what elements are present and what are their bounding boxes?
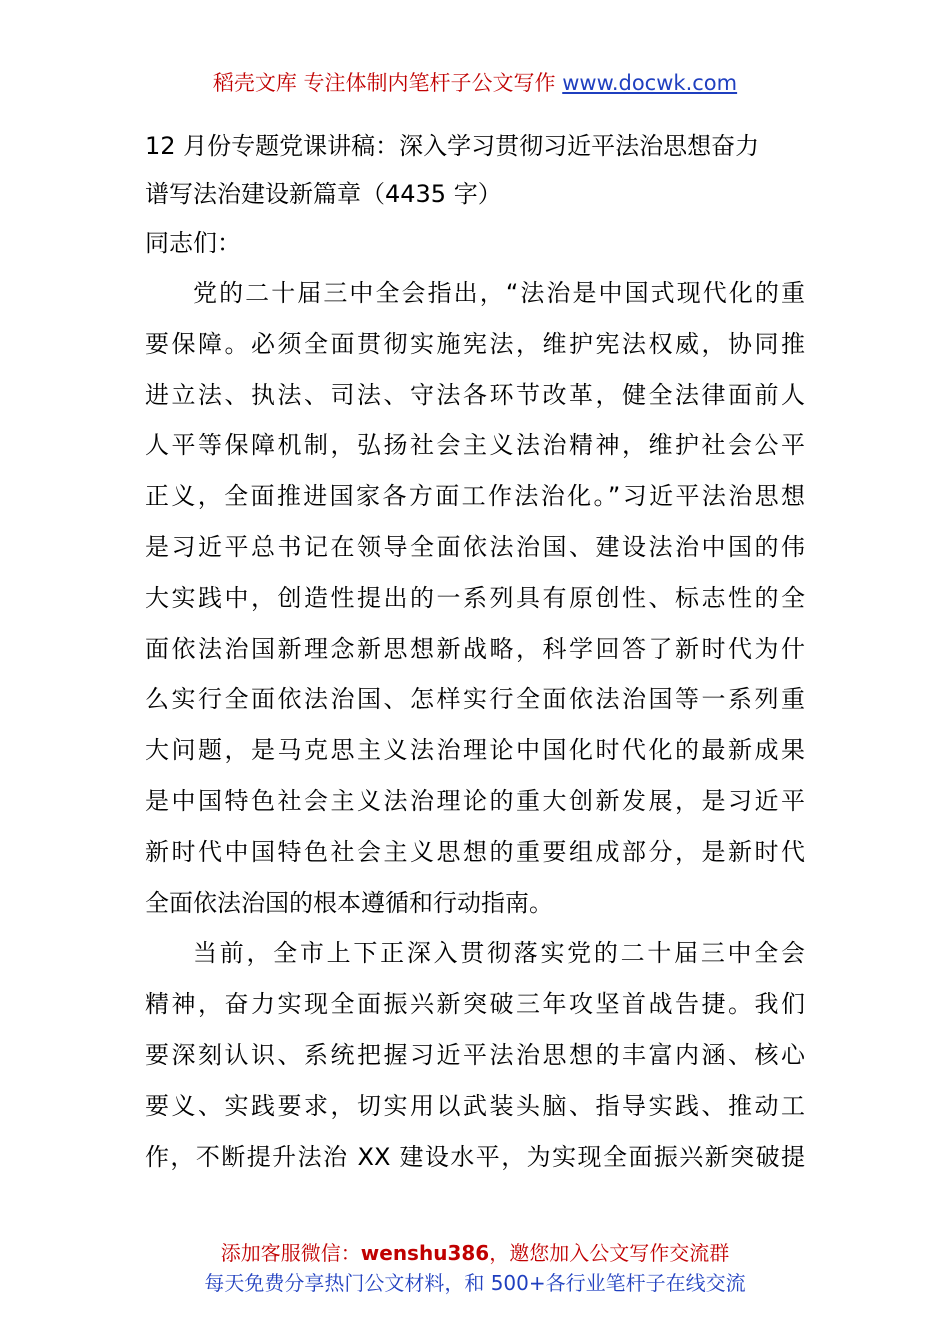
- footer-line-2: 每天免费分享热门公文材料，和 500+各行业笔杆子在线交流: [204, 1271, 746, 1295]
- paragraph-line: 面依法治国新理念新思想新战略，科学回答了新时代为什: [145, 634, 805, 663]
- title-line-2: 谱写法治建设新篇章（4435 字）: [145, 180, 502, 208]
- paragraph-line: 要保障。必须全面贯彻实施宪法，维护宪法权威，协同推: [145, 329, 805, 358]
- promo-footer: [0, 1238, 950, 1298]
- paragraph-line: 进立法、执法、司法、守法各环节改革，健全法律面前人: [145, 380, 805, 409]
- paragraph-line: 大实践中，创造性提出的一系列具有原创性、标志性的全: [145, 583, 805, 612]
- paragraph-line: 是中国特色社会主义法治理论的重大创新发展，是习近平: [145, 786, 805, 815]
- paragraph-line: 人平等保障机制，弘扬社会主义法治精神，维护社会公平: [145, 431, 805, 460]
- paragraph-line: 么实行全面依法治国、怎样实行全面依法治国等一系列重: [145, 685, 805, 714]
- salutation: 同志们：: [145, 229, 241, 257]
- wechat-id: wenshu386: [360, 1241, 490, 1265]
- paragraph-line: 是习近平总书记在领导全面依法治国、建设法治中国的伟: [145, 532, 805, 561]
- document-body: [145, 122, 805, 1182]
- paragraph-line: 作，不断提升法治 XX 建设水平，为实现全面振兴新突破提: [145, 1142, 805, 1171]
- footer-line-1: [0, 1238, 950, 1268]
- title-line-1: 12 月份专题党课讲稿：深入学习贯彻习近平法治思想奋力: [145, 132, 760, 160]
- paragraph-line: 新时代中国特色社会主义思想的重要组成部分，是新时代: [145, 837, 805, 866]
- paragraph-1: [145, 268, 805, 928]
- site-brand-text: 稻壳文库 专注体制内笔杆子公文写作: [212, 71, 563, 95]
- paragraph-line: 要深刻认识、系统把握习近平法治思想的丰富内涵、核心: [145, 1040, 805, 1069]
- document-title: [145, 122, 805, 218]
- site-url-link[interactable]: www.docwk.com: [562, 71, 738, 95]
- paragraph-line: 要义、实践要求，切实用以武装头脑、指导实践、推动工: [145, 1091, 805, 1120]
- paragraph-line: 当前，全市上下正深入贯彻落实党的二十届三中全会: [193, 939, 805, 968]
- footer-prefix: 添加客服微信：: [220, 1241, 361, 1265]
- paragraph-line: 精神，奋力实现全面振兴新突破三年攻坚首战告捷。我们: [145, 990, 805, 1019]
- paragraph-line: 党的二十届三中全会指出，“法治是中国式现代化的重: [193, 279, 805, 307]
- paragraph-line: 全面依法治国的根本遵循和行动指南。: [145, 888, 553, 917]
- site-header: [0, 68, 950, 98]
- paragraph-line: 大问题，是马克思主义法治理论中国化时代化的最新成果: [145, 736, 805, 765]
- paragraph-2: [145, 928, 805, 1182]
- paragraph-line: 正义，全面推进国家各方面工作法治化。”习近平法治思想: [145, 482, 805, 511]
- footer-suffix: ，邀您加入公文写作交流群: [489, 1241, 730, 1265]
